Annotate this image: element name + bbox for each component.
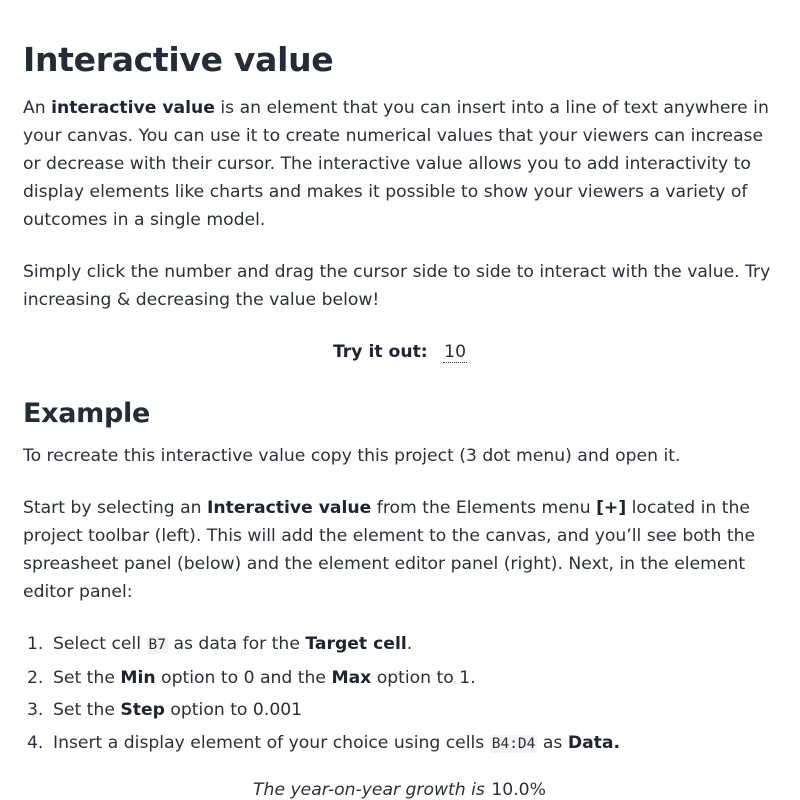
step-2-text-1: Set the bbox=[53, 667, 121, 688]
list-item bbox=[23, 696, 777, 724]
start-paragraph bbox=[23, 494, 777, 606]
step-3-text-1: Set the bbox=[53, 700, 121, 720]
growth-interactive-value[interactable]: 10.0% bbox=[491, 780, 546, 800]
step-1-bold: Target cell bbox=[305, 634, 407, 654]
step-1-code: B7 bbox=[148, 637, 166, 653]
list-item bbox=[23, 729, 777, 758]
step-2-bold-max: Max bbox=[331, 667, 372, 688]
step-3-bold-step: Step bbox=[120, 700, 165, 720]
start-text-3: located in the project toolbar (left). This will add the element to the canvas, and you’ll see both the spreasheet panel (below) and the element editor panel (right). Next, in the element editor panel: bbox=[23, 498, 756, 602]
growth-line bbox=[23, 776, 777, 800]
example-heading: Example bbox=[23, 398, 151, 429]
step-2-bold-min: Min bbox=[120, 667, 156, 688]
intro-bold: interactive value bbox=[51, 98, 215, 118]
step-4-bold-data: Data. bbox=[567, 732, 621, 753]
recreate-paragraph: To recreate this interactive value copy this project (3 dot menu) and open it. bbox=[23, 446, 681, 466]
try-it-label: Try it out: bbox=[332, 342, 428, 362]
step-number: 1. bbox=[27, 634, 44, 654]
step-2-text-2: option to 0 and the bbox=[155, 667, 332, 688]
step-1-text-1: Select cell bbox=[53, 634, 147, 654]
step-text bbox=[53, 729, 620, 758]
instructions-paragraph: Simply click the number and drag the cursor side to side to interact with the value. Try increasing & decreasing the value below! bbox=[23, 262, 771, 310]
intro-post: is an element that you can insert into a line of text anywhere in your canvas. You can use it to create numerical values that your viewers can increase or decrease with their cursor. The interactive value allows you to add interactivity to display elements like charts and makes it possible to show your viewers a variety of outcomes in a single model. bbox=[23, 98, 769, 230]
step-number: 2. bbox=[27, 667, 44, 688]
start-text-2: from the Elements menu bbox=[371, 498, 597, 518]
start-bold-interactive-value: Interactive value bbox=[207, 498, 372, 518]
step-number: 4. bbox=[27, 732, 44, 753]
step-text bbox=[53, 664, 476, 692]
list-item bbox=[23, 630, 777, 659]
step-number: 3. bbox=[27, 700, 44, 720]
step-1-text-3: . bbox=[406, 634, 413, 654]
step-4-code: B4:D4 bbox=[491, 735, 536, 752]
growth-text: The year-on-year growth is bbox=[253, 780, 491, 800]
start-text-1: Start by selecting an bbox=[23, 498, 207, 518]
step-4-text-2: as bbox=[537, 732, 568, 753]
step-text bbox=[53, 696, 302, 724]
try-it-interactive-value[interactable]: 10 bbox=[444, 342, 467, 362]
page-title: Interactive value bbox=[23, 40, 334, 79]
list-item bbox=[23, 664, 777, 692]
try-it-row bbox=[23, 338, 777, 366]
step-3-text-2: option to 0.001 bbox=[164, 700, 303, 720]
step-2-text-3: option to 1. bbox=[371, 667, 476, 688]
start-bold-plus: [+] bbox=[596, 498, 627, 518]
step-1-text-2: as data for the bbox=[168, 634, 306, 654]
step-text bbox=[53, 630, 412, 659]
step-4-text-1: Insert a display element of your choice using cells bbox=[53, 732, 490, 753]
intro-paragraph bbox=[23, 94, 777, 234]
intro-pre: An bbox=[23, 98, 52, 118]
steps-list bbox=[23, 630, 777, 762]
